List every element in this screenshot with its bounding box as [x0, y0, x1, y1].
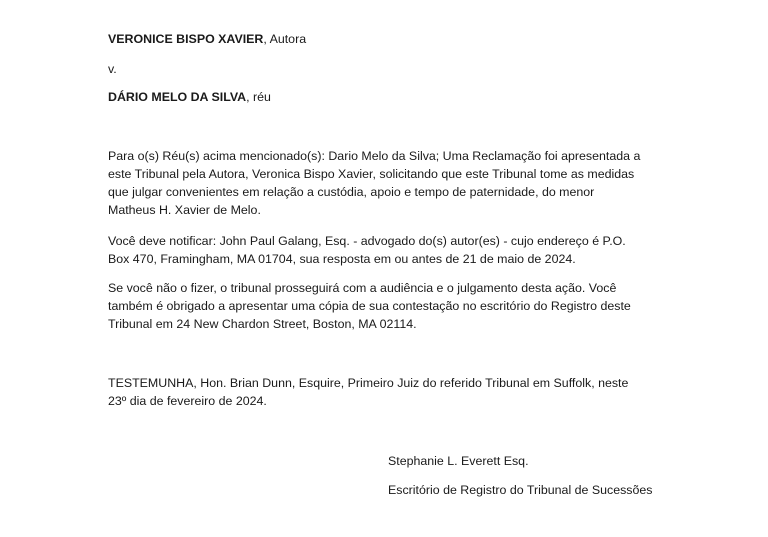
- paragraph-line: Tribunal em 24 New Chardon Street, Boston, MA 02114.: [108, 317, 417, 331]
- paragraph-line: Box 470, Framingham, MA 01704, sua resposta em ou antes de 21 de maio de 2024.: [108, 252, 576, 266]
- paragraph-line: Para o(s) Réu(s) acima mencionado(s): Dario Melo da Silva; Uma Reclamação foi apresentada a: [108, 149, 641, 163]
- signer-name: Stephanie L. Everett Esq.: [388, 454, 529, 468]
- paragraph-line: que julgar convenientes em relação a custódia, apoio e tempo de paternidade, do menor: [108, 185, 595, 199]
- complaint-paragraph: [108, 147, 668, 219]
- paragraph-line: Você deve notificar: John Paul Galang, Esq. - advogado do(s) autor(es) - cujo endereço é P.O.: [108, 234, 626, 248]
- paragraph-line: Se você não o fizer, o tribunal prosseguirá com a audiência e o julgamento desta ação. Você: [108, 281, 617, 295]
- versus-text: v.: [108, 62, 117, 76]
- plaintiff-line: [108, 30, 306, 48]
- defendant-line: [108, 88, 271, 106]
- paragraph-line: TESTEMUNHA, Hon. Brian Dunn, Esquire, Primeiro Juiz do referido Tribunal em Suffolk, neste: [108, 376, 629, 390]
- defendant-name: DÁRIO MELO DA SILVA: [108, 90, 247, 104]
- paragraph-line: Matheus H. Xavier de Melo.: [108, 203, 261, 217]
- plaintiff-name: VERONICE BISPO XAVIER: [108, 32, 264, 46]
- plaintiff-role: , Autora: [263, 32, 307, 46]
- default-paragraph: [108, 279, 668, 333]
- defendant-role: , réu: [246, 90, 271, 104]
- witness-paragraph: [108, 374, 668, 410]
- signer-office: Escritório de Registro do Tribunal de Sucessões: [388, 483, 653, 497]
- paragraph-line: também é obrigado a apresentar uma cópia de sua contestação no escritório do Registro deste: [108, 299, 631, 313]
- paragraph-line: 23º dia de fevereiro de 2024.: [108, 394, 267, 408]
- notify-paragraph: [108, 232, 668, 268]
- paragraph-line: este Tribunal pela Autora, Veronica Bispo Xavier, solicitando que este Tribunal tome as medidas: [108, 167, 635, 181]
